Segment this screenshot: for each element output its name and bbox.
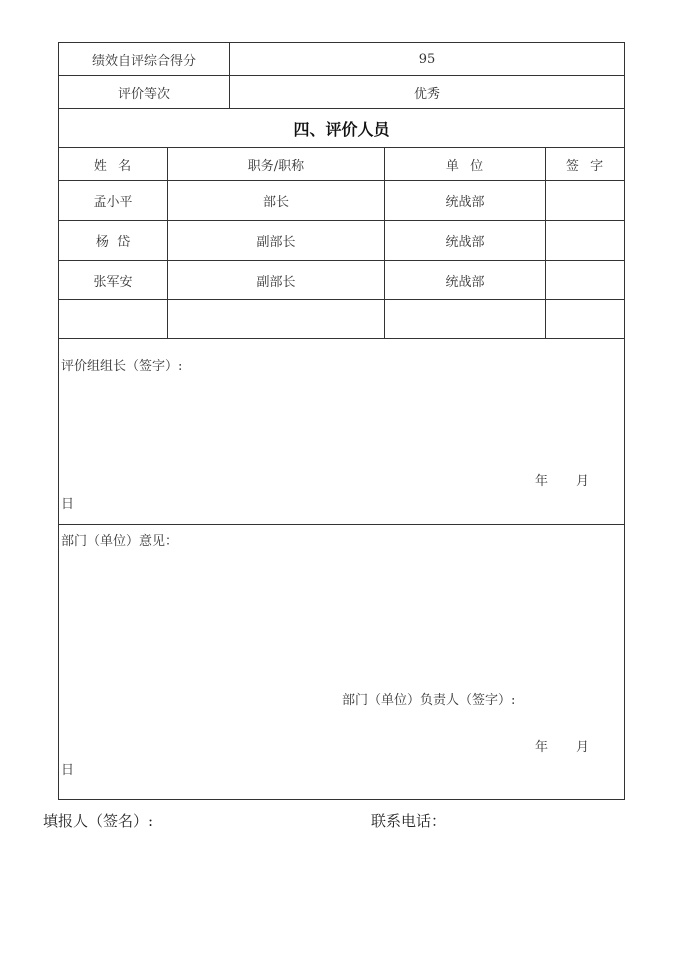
department-opinion-label: 部门（单位）意见： [61,534,179,549]
evaluator-name: 孟小平 [93,195,133,210]
table-line [58,524,625,525]
department-day: 日 [61,763,75,778]
grade-value: 优秀 [413,86,440,102]
group-leader-month: 月 [576,474,590,489]
department-year: 年 [535,740,549,755]
evaluator-name[interactable] [59,300,167,338]
score-value: 95 [418,51,436,67]
evaluator-title: 副部长 [256,274,296,290]
evaluator-unit: 统战部 [445,235,485,250]
evaluator-title: 部长 [262,195,289,210]
group-leader-year: 年 [535,474,549,489]
table-line [58,799,625,800]
evaluator-name: 张军安 [93,274,133,290]
column-header-signature: 签 字 [565,158,605,174]
table-line [624,42,625,800]
evaluator-signature[interactable] [546,221,624,260]
evaluator-signature[interactable] [546,300,624,338]
department-responsible-label: 部门（单位）负责人（签字）: [342,693,516,708]
group-leader-day: 日 [61,497,75,512]
evaluator-unit: 统战部 [445,274,485,290]
phone-label: 联系电话： [371,812,447,830]
column-header-name: 姓 名 [93,158,133,174]
table-line [58,338,625,339]
department-month: 月 [576,740,590,755]
evaluator-signature[interactable] [546,181,624,220]
evaluator-unit: 统战部 [445,195,485,210]
column-header-unit: 单 位 [445,158,485,174]
evaluator-signature[interactable] [546,261,624,299]
evaluator-unit[interactable] [385,300,545,338]
reporter-label: 填报人（签名）: [43,812,154,830]
section-title: 四、评价人员 [293,119,390,139]
group-leader-label: 评价组组长（签字）: [61,359,183,374]
evaluator-title[interactable] [168,300,384,338]
score-label: 绩效自评综合得分 [91,53,196,69]
evaluator-title: 副部长 [256,235,296,250]
grade-label: 评价等次 [117,86,170,102]
evaluator-name: 杨 岱 [95,235,131,250]
column-header-title: 职务/职称 [247,158,305,174]
